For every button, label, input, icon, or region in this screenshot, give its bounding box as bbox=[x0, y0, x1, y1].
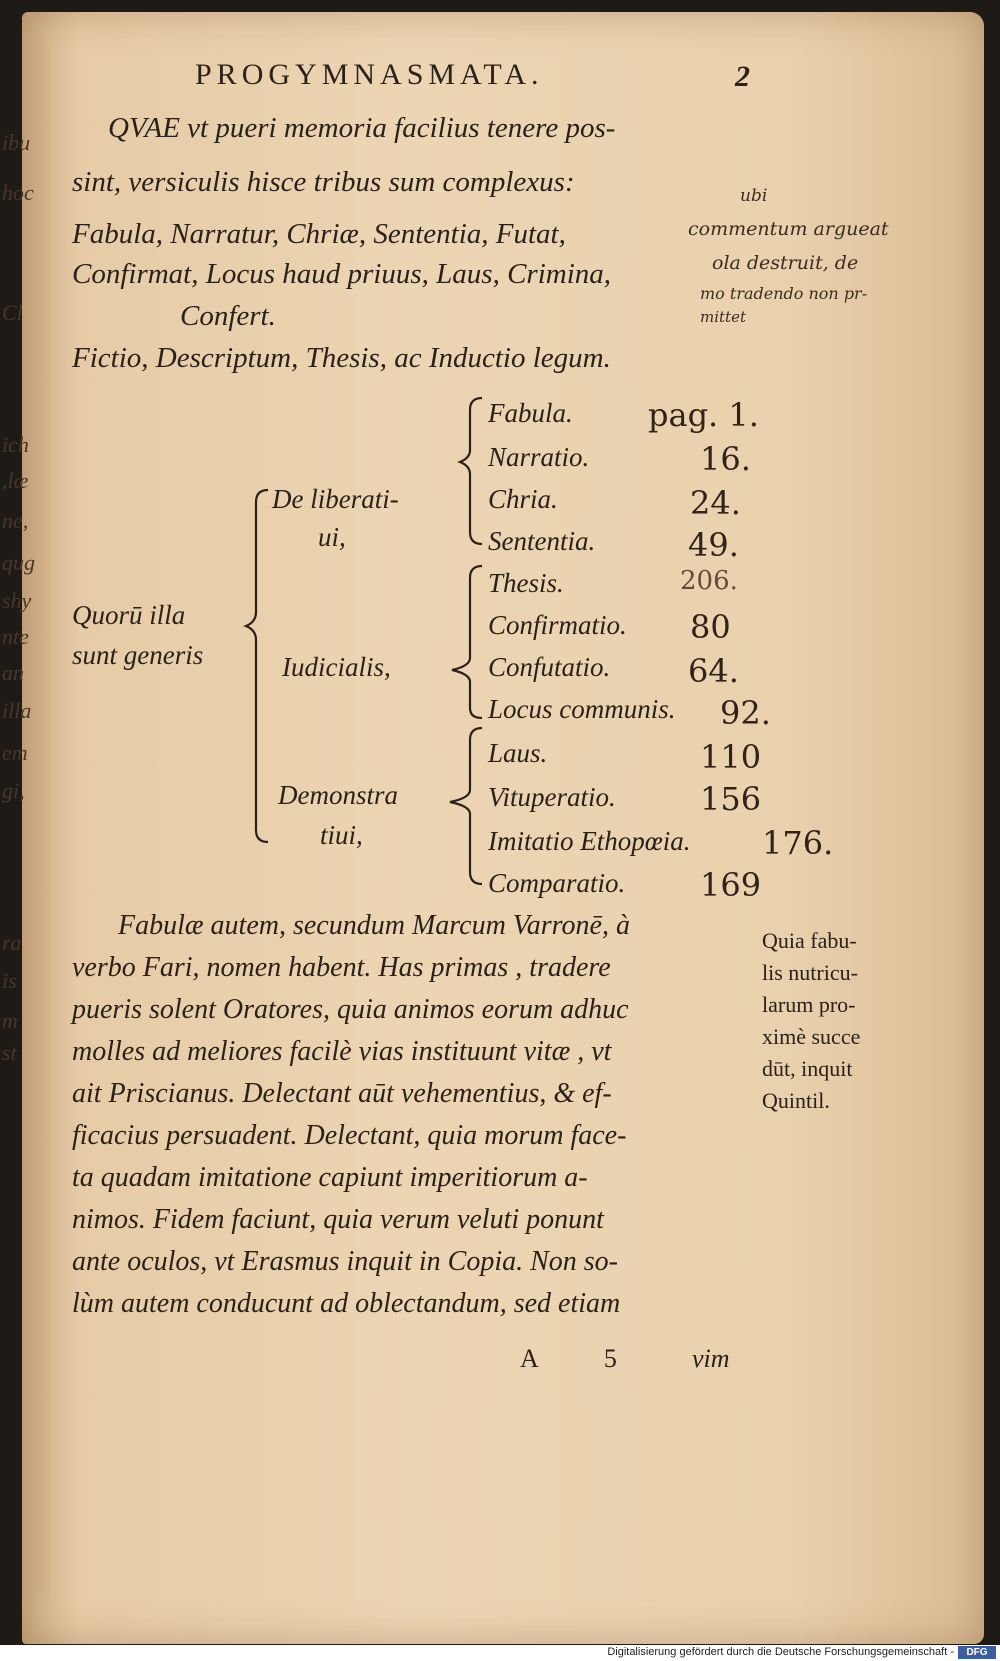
root-label-2: sunt generis bbox=[72, 640, 204, 670]
facing-page-fragment: st bbox=[2, 1040, 17, 1065]
item-name: Fabula. bbox=[488, 398, 573, 428]
group-3-label-2: tiui, bbox=[320, 820, 363, 850]
running-head: PROGYMNASMATA. bbox=[195, 58, 544, 91]
root-label-1: Quorū illa bbox=[72, 600, 186, 630]
facing-page-fragment: Cl bbox=[2, 300, 23, 325]
page-number: 2 bbox=[735, 60, 750, 93]
sidenote-line-5: dūt, inquit bbox=[762, 1056, 853, 1081]
body-line-7: ta quadam imitatione capiunt imperitiorum a- bbox=[72, 1162, 588, 1193]
body-line-5: ait Priscianus. Delectant aūt vehementius, & ef- bbox=[72, 1078, 612, 1109]
facing-page-fragment: nte bbox=[2, 624, 29, 649]
item-name: Confutatio. bbox=[488, 652, 611, 682]
item-name: Narratio. bbox=[488, 442, 590, 472]
verse-line-1: Fabula, Narratur, Chriæ, Sententia, Futat, bbox=[72, 218, 566, 250]
facing-page-fragment: gi, bbox=[2, 778, 25, 803]
item-name: Locus communis. bbox=[488, 694, 676, 724]
facing-page-fragment: shy bbox=[2, 588, 32, 613]
body-line-4: molles ad meliores facilè vias instituunt vitæ , vt bbox=[72, 1036, 612, 1067]
body-line-10: lùm autem conducunt ad oblectandum, sed etiam bbox=[72, 1288, 621, 1319]
group-3-label-1: Demonstra bbox=[278, 780, 398, 810]
item-name: Chria. bbox=[488, 484, 558, 514]
catchword: vim bbox=[692, 1344, 730, 1373]
signature-mark: A 5 bbox=[520, 1344, 647, 1373]
group-1-brace bbox=[460, 398, 482, 544]
item-page: 176. bbox=[762, 824, 834, 862]
item-page: 92. bbox=[720, 694, 771, 732]
sidenote-line-1: Quia fabu- bbox=[762, 928, 857, 953]
item-page: 80 bbox=[690, 608, 731, 646]
root-brace bbox=[246, 490, 268, 842]
facing-page-fragment: ra bbox=[2, 930, 22, 955]
handwritten-note-line-1: commentum argueat bbox=[688, 218, 889, 240]
digitization-footer bbox=[0, 1645, 1000, 1661]
handwritten-note-line-3: mo tradendo non pr- bbox=[700, 284, 868, 303]
handwritten-note-line-4: mittet bbox=[700, 308, 746, 326]
group-1-label-1: De liberati- bbox=[272, 484, 399, 514]
facing-page-fragment: ich bbox=[2, 432, 29, 457]
body-line-3: pueris solent Oratores, quia animos eorum adhuc bbox=[72, 994, 629, 1025]
facing-page-fragment: m bbox=[2, 1008, 18, 1033]
verse-line-2: Confirmat, Locus haud priuus, Laus, Crimina, bbox=[72, 258, 612, 290]
item-page: pag. 1. bbox=[648, 396, 759, 434]
group-2-label-1: Iudicialis, bbox=[282, 652, 391, 682]
facing-page-fragment: ne, bbox=[2, 508, 29, 533]
footer-credit: Digitalisierung gefördert durch die Deutsche Forschungsgemeinschaft - bbox=[607, 1646, 954, 1658]
sidenote-line-6: Quintil. bbox=[762, 1088, 830, 1113]
facing-page-fragment: an bbox=[2, 660, 24, 685]
item-name: Vituperatio. bbox=[488, 782, 616, 812]
item-page: 206. bbox=[680, 566, 738, 596]
sidenote-line-4: ximè succe bbox=[762, 1024, 861, 1049]
group-1-label-2: ui, bbox=[318, 522, 346, 552]
facing-page-fragment: ibu bbox=[2, 130, 31, 155]
intro-line-1: QVAE vt pueri memoria facilius tenere pos- bbox=[108, 112, 616, 144]
intro-line-2: sint, versiculis hisce tribus sum complexus: bbox=[72, 166, 575, 198]
body-line-9: ante oculos, vt Erasmus inquit in Copia. Non so- bbox=[72, 1246, 618, 1277]
group-3-brace bbox=[450, 728, 482, 884]
body-line-6: ficacius persuadent. Delectant, quia morum face- bbox=[72, 1120, 627, 1151]
item-page: 49. bbox=[688, 526, 739, 564]
sidenote-line-3: larum pro- bbox=[762, 992, 856, 1017]
facing-page-fragment: ,læ bbox=[2, 468, 29, 493]
group-2-brace bbox=[452, 566, 482, 718]
item-name: Comparatio. bbox=[488, 868, 626, 898]
item-page: 156 bbox=[700, 780, 762, 818]
item-page: 64. bbox=[688, 652, 739, 690]
handwritten-note-line-2: ola destruit, de bbox=[712, 252, 859, 274]
item-name: Sententia. bbox=[488, 526, 596, 556]
verse-line-3: Confert. bbox=[180, 300, 276, 332]
facing-page-fragment: qug bbox=[2, 550, 35, 575]
item-page: 16. bbox=[700, 440, 751, 478]
handwritten-note-line-0: ubi bbox=[740, 186, 768, 206]
sidenote-line-2: lis nutricu- bbox=[762, 960, 858, 985]
item-name: Thesis. bbox=[488, 568, 564, 598]
body-line-1: Fabulæ autem, secundum Marcum Varronē, à bbox=[118, 910, 630, 941]
body-line-8: nimos. Fidem faciunt, quia verum veluti ponunt bbox=[72, 1204, 604, 1235]
body-line-2: verbo Fari, nomen habent. Has primas , tradere bbox=[72, 952, 611, 983]
item-name: Confirmatio. bbox=[488, 610, 627, 640]
item-page: 24. bbox=[690, 484, 741, 522]
facing-page-fragment: illa bbox=[2, 698, 32, 723]
dfg-logo: DFG bbox=[958, 1646, 996, 1659]
item-name: Imitatio Ethopœia. bbox=[488, 826, 691, 856]
item-page: 169 bbox=[700, 866, 762, 904]
facing-page-fragment: hoc bbox=[2, 180, 34, 205]
item-name: Laus. bbox=[488, 738, 548, 768]
facing-page-fragment: is bbox=[2, 968, 17, 993]
verse-line-4: Fictio, Descriptum, Thesis, ac Inductio legum. bbox=[72, 342, 611, 374]
item-page: 110 bbox=[700, 738, 762, 776]
facing-page-fragment: em bbox=[2, 740, 28, 765]
